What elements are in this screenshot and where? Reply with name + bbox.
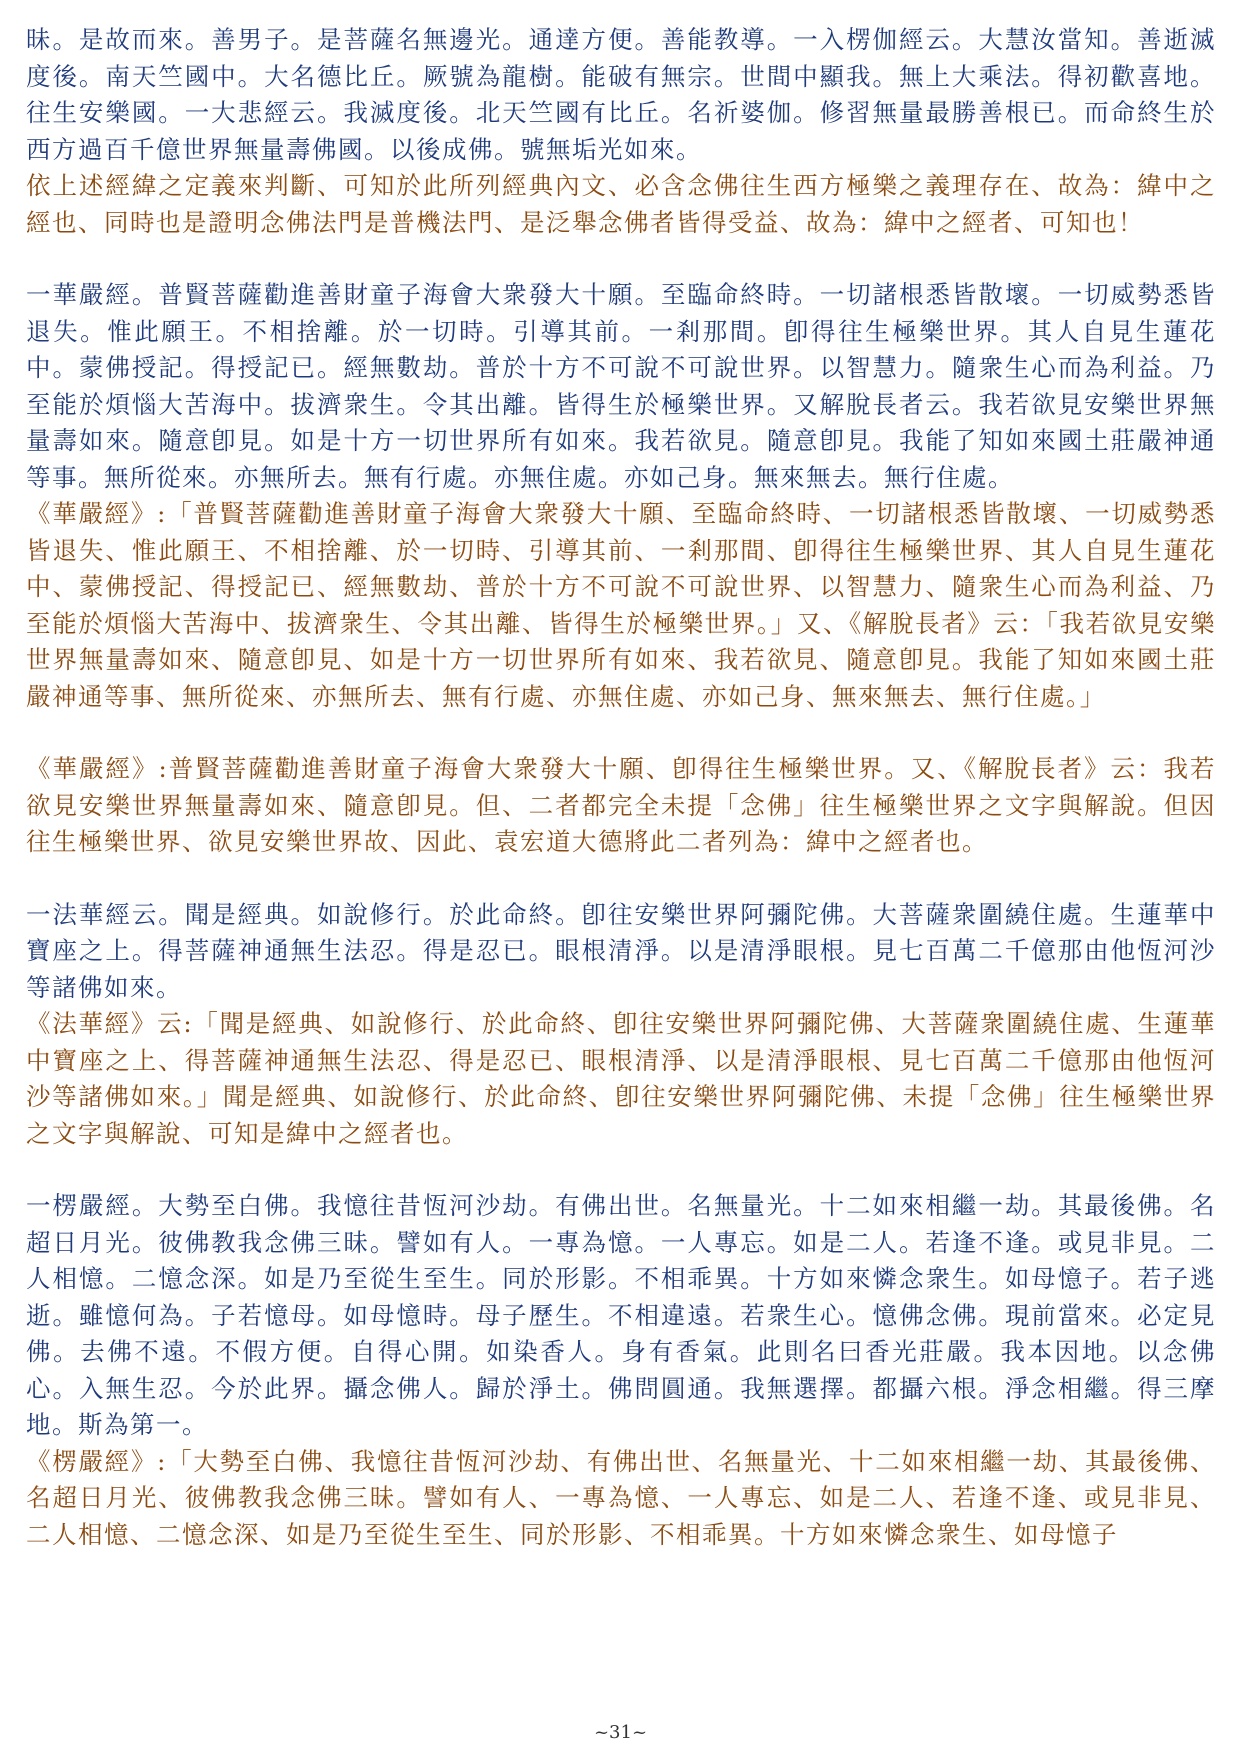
paragraph-gap — [26, 241, 1216, 277]
paragraph-gap — [26, 861, 1216, 897]
scripture-paragraph: 一華嚴經。普賢菩薩勸進善財童子海會大衆發大十願。至臨命終時。一切諸根悉皆散壞。一切威勢悉皆退失。惟此願王。不相捨離。於一切時。引導其前。一剎那間。卽得往生極樂世界。其人自見生蓮花中。蒙佛授記。得授記已。經無數劫。普於十方不可說不可說世界。以智慧力。隨衆生心而為利益。乃至能於煩惱大苦海中。拔濟衆生。令其出離。皆得生於極樂世界。又解脫長者云。我若欲見安樂世界無量壽如來。隨意卽見。如是十方一切世界所有如來。我若欲見。隨意卽見。我能了知如來國土莊嚴神通等事。無所從來。亦無所去。無有行處。亦無住處。亦如己身。無來無去。無行住處。 — [26, 280, 1216, 492]
commentary-paragraph: 《華嚴經》:「普賢菩薩勸進善財童子海會大衆發大十願、至臨命終時、一切諸根悉皆散壞、一切威勢悉皆退失、惟此願王、不相捨離、於一切時、引導其前、一剎那間、卽得往生極樂世界、其人自見生蓮花中、蒙佛授記、得授記已、經無數劫、普於十方不可說不可說世界、以智慧力、隨衆生心而為利益、乃至能於煩惱大苦海中、拔濟衆生、令其出離、皆得生於極樂世界。」又、《解脫長者》云：「我若欲見安樂世界無量壽如來、隨意卽見、如是十方一切世界所有如來、我若欲見、隨意卽見。我能了知如來國土莊嚴神通等事、無所從來、亦無所去、無有行處、亦無住處、亦如己身、無來無去、無行住處。」 — [26, 499, 1216, 711]
document-page — [26, 22, 1216, 1722]
scripture-paragraph: 一法華經云。聞是經典。如說修行。於此命終。卽往安樂世界阿彌陀佛。大菩薩衆圍繞住處。生蓮華中寶座之上。得菩薩神通無生法忍。得是忍已。眼根清淨。以是清淨眼根。見七百萬二千億那由他恆河沙等諸佛如來。 — [26, 899, 1216, 1002]
paragraph-gap — [26, 715, 1216, 751]
page-number: ~31~ — [593, 1722, 648, 1743]
commentary-paragraph: 《華嚴經》:普賢菩薩勸進善財童子海會大衆發大十願、卽得往生極樂世界。又、《解脫長者》云：我若欲見安樂世界無量壽如來、隨意卽見。但、二者都完全未提「念佛」往生極樂世界之文字與解說。但因往生極樂世界、欲見安樂世界故、因此、袁宏道大德將此二者列為：緯中之經者也。 — [26, 754, 1216, 856]
commentary-paragraph: 依上述經緯之定義來判斷、可知於此所列經典內文、必含念佛往生西方極樂之義理存在、故為：緯中之經也、同時也是證明念佛法門是普機法門、是泛舉念佛者皆得受益、故為：緯中之經者、可知也！ — [26, 171, 1216, 237]
scripture-paragraph: 昧。是故而來。善男子。是菩薩名無邊光。通達方便。善能教導。一入楞伽經云。大慧汝當知。善逝滅度後。南天竺國中。大名德比丘。厥號為龍樹。能破有無宗。世間中顯我。無上大乘法。得初歡喜地。往生安樂國。一大悲經云。我滅度後。北天竺國有比丘。名祈婆伽。修習無量最勝善根已。而命終生於西方過百千億世界無量壽佛國。以後成佛。號無垢光如來。 — [26, 25, 1216, 164]
scripture-paragraph: 一楞嚴經。大勢至白佛。我憶往昔恆河沙劫。有佛出世。名無量光。十二如來相繼一劫。其最後佛。名超日月光。彼佛教我念佛三昧。譬如有人。一專為憶。一人專忘。如是二人。若逢不逢。或見非見。二人相憶。二憶念深。如是乃至從生至生。同於形影。不相乖異。十方如來憐念衆生。如母憶子。若子逃逝。雖憶何為。子若憶母。如母憶時。母子歷生。不相違遠。若衆生心。憶佛念佛。現前當來。必定見佛。去佛不遠。不假方便。自得心開。如染香人。身有香氣。此則名曰香光莊嚴。我本因地。以念佛心。入無生忍。今於此界。攝念佛人。歸於淨土。佛問圓通。我無選擇。都攝六根。淨念相繼。得三摩地。斯為第一。 — [26, 1191, 1216, 1439]
commentary-paragraph: 《楞嚴經》:「大勢至白佛、我憶往昔恆河沙劫、有佛出世、名無量光、十二如來相繼一劫、其最後佛、名超日月光、彼佛教我念佛三昧。譬如有人、一專為憶、一人專忘、如是二人、若逢不逢、或見非見、二人相憶、二憶念深、如是乃至從生至生、同於形影、不相乖異。十方如來憐念衆生、如母憶子 — [26, 1446, 1216, 1549]
commentary-paragraph: 《法華經》云:「聞是經典、如說修行、於此命終、卽往安樂世界阿彌陀佛、大菩薩衆圍繞住處、生蓮華中寶座之上、得菩薩神通無生法忍、得是忍已、眼根清淨、以是清淨眼根、見七百萬二千億那由他恆河沙等諸佛如來。」聞是經典、如說修行、於此命終、卽往安樂世界阿彌陀佛、未提「念佛」往生極樂世界之文字與解說、可知是緯中之經者也。 — [26, 1009, 1216, 1148]
paragraph-gap — [26, 1152, 1216, 1188]
